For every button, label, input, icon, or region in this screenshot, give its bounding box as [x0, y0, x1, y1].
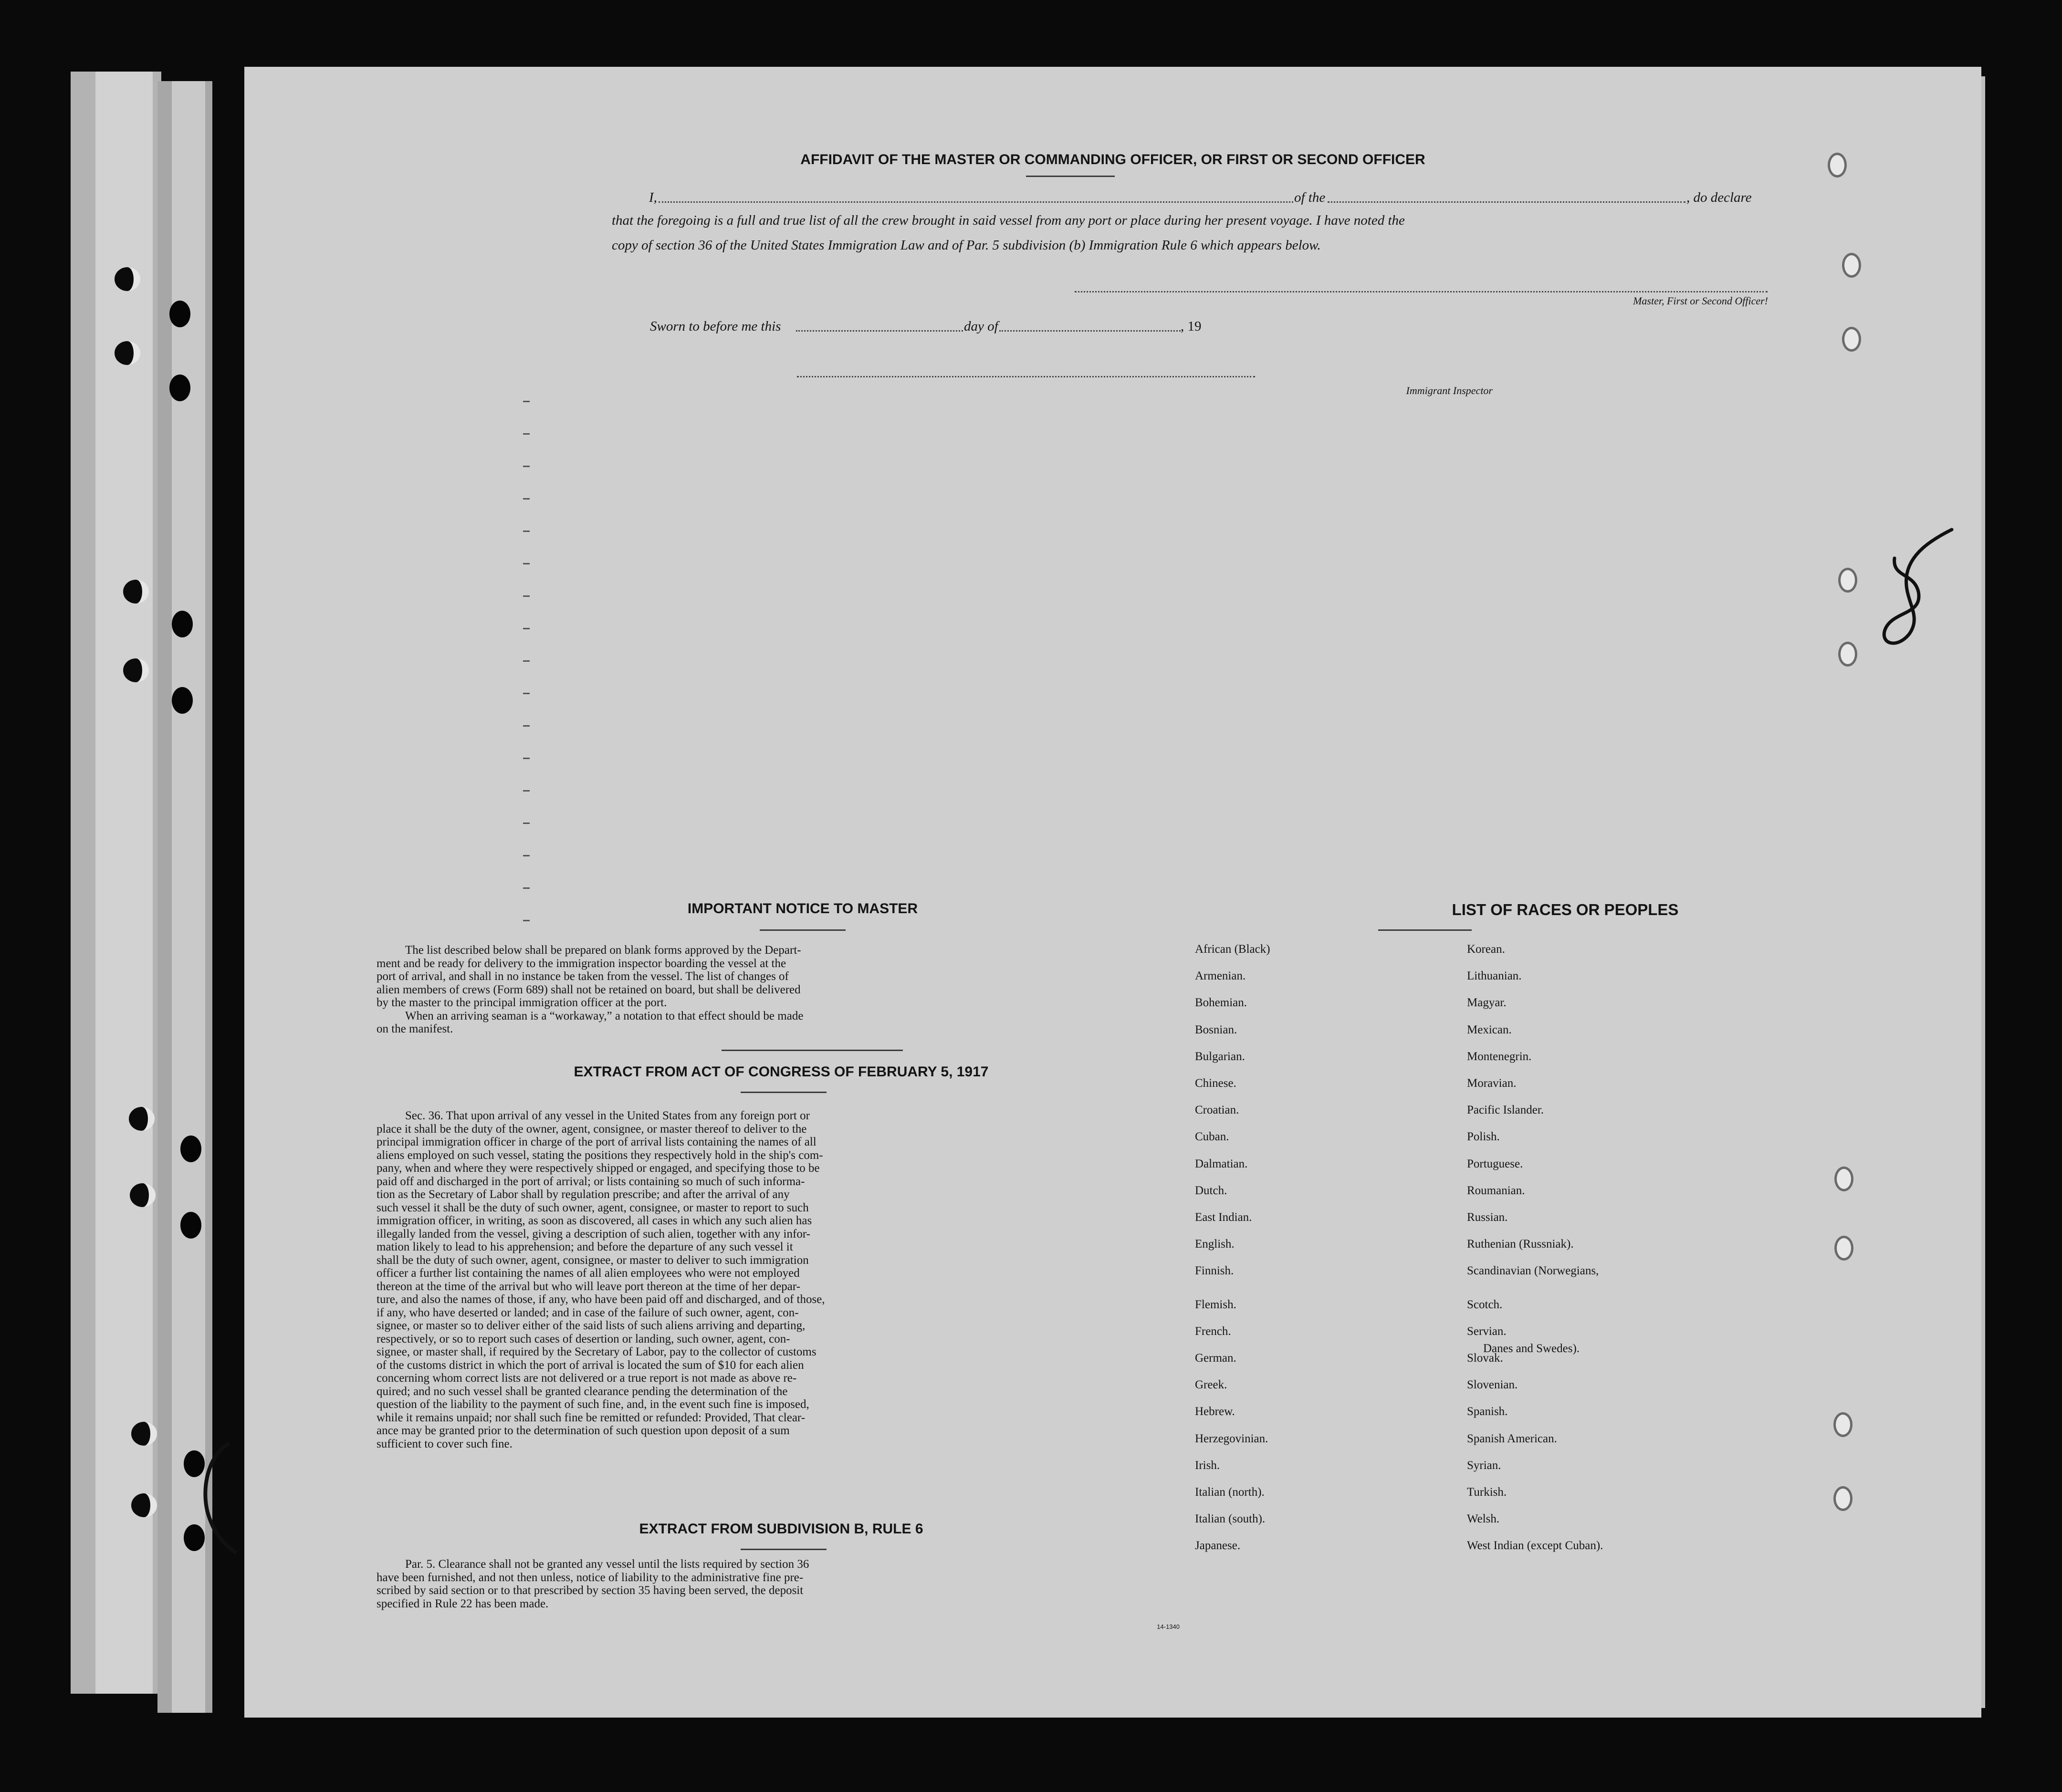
- section-divider: [722, 1050, 903, 1051]
- ring-hole: [1828, 153, 1847, 177]
- race-item: Croatian.: [1195, 1104, 1239, 1117]
- affidavit-of-the-label: of the: [1294, 190, 1326, 205]
- race-item: Finnish.: [1195, 1264, 1234, 1278]
- act-line: illegally landed from the vessel, giving a description of such alien, together with any infor-: [377, 1227, 810, 1240]
- act-line: mation likely to lead to his apprehension; and before the departure of any such vessel it: [377, 1240, 793, 1253]
- race-item: Armenian.: [1195, 969, 1246, 983]
- affidavit-line2: that the foregoing is a full and true list of all the crew brought in said vessel from any port or place during her present voyage. I have noted the: [612, 213, 1405, 228]
- race-item: Slovak.: [1467, 1352, 1503, 1365]
- act-line: tion as the Secretary of Labor shall by regulation prescribe; and after the arrival of any: [377, 1188, 790, 1201]
- act-line: while it remains unpaid; nor shall such fine be remitted or refunded: Provided, That clear-: [377, 1411, 806, 1424]
- notice-line: port of arrival, and shall in no instance be taken from the vessel. The list of changes of: [377, 970, 789, 983]
- officer-caption: Master, First or Second Officer!: [1633, 295, 1768, 307]
- race-item: Chinese.: [1195, 1077, 1236, 1090]
- race-item: Turkish.: [1467, 1486, 1507, 1499]
- extract-rule-underline: [741, 1549, 827, 1550]
- races-underline: [1378, 929, 1472, 931]
- race-item: Spanish American.: [1467, 1432, 1557, 1445]
- affidavit-i-label: I,: [649, 190, 657, 205]
- race-item: German.: [1195, 1352, 1236, 1365]
- ring-hole: [1833, 1412, 1853, 1437]
- race-item: Danes and Swedes).: [1483, 1342, 1580, 1355]
- race-item: Korean.: [1467, 943, 1505, 956]
- act-line: quired; and no such vessel shall be granted clearance pending the determination of the: [377, 1385, 788, 1398]
- act-line: principal immigration officer in charge of the port of arrival lists containing the names of all: [377, 1136, 816, 1148]
- act-line: ance may be granted prior to the determination of such question upon deposit of a sum: [377, 1424, 790, 1437]
- act-line: sufficient to cover such fine.: [377, 1437, 513, 1450]
- act-line: shall be the duty of such owner, agent, consignee, or master to deliver to such immigration: [377, 1253, 809, 1267]
- race-item: Greek.: [1195, 1378, 1227, 1392]
- act-line: aliens employed on such vessel, stating the positions they respectively hold in the ship's com-: [377, 1148, 823, 1162]
- bleed-mark: [523, 628, 530, 629]
- act-line: place it shall be the duty of the owner, agent, consignee, or master thereof to deliver to the: [377, 1122, 807, 1136]
- bleed-mark: [523, 693, 530, 694]
- race-item: Lithuanian.: [1467, 969, 1522, 983]
- ring-hole: [1842, 327, 1861, 352]
- bleed-mark: [523, 466, 530, 467]
- ring-hole: [1842, 253, 1861, 278]
- bleed-mark: [523, 563, 530, 564]
- punch-hole: [180, 1136, 201, 1162]
- punch-hole: [131, 1422, 157, 1446]
- race-item: Hebrew.: [1195, 1405, 1235, 1418]
- extract-rule-title: EXTRACT FROM SUBDIVISION B, RULE 6: [639, 1521, 923, 1537]
- punch-hole: [172, 611, 193, 637]
- race-item: Portuguese.: [1467, 1157, 1523, 1170]
- race-item: Magyar.: [1467, 996, 1507, 1010]
- act-line: ture, and also the names of those, if any, who have been paid off and discharged, and of those,: [377, 1293, 825, 1306]
- race-item: Moravian.: [1467, 1077, 1517, 1090]
- race-item: Scotch.: [1467, 1298, 1503, 1311]
- race-item: Spanish.: [1467, 1405, 1508, 1418]
- bleed-mark: [523, 790, 530, 792]
- sworn-prefix: Sworn to before me this: [650, 319, 781, 334]
- notice-line: ment and be ready for delivery to the immigration inspector boarding the vessel at the: [377, 957, 786, 970]
- notice-line: The list described below shall be prepared on blank forms approved by the Depart-: [405, 944, 801, 957]
- punch-hole: [115, 267, 140, 291]
- bleed-mark: [523, 823, 530, 824]
- notice-line: on the manifest.: [377, 1022, 453, 1035]
- binder-strip: [95, 72, 153, 1694]
- bracket-mark: [191, 1438, 243, 1558]
- rule-line: have been furnished, and not then unless, notice of liability to the administrative fine pre-: [377, 1571, 804, 1584]
- bleed-mark: [523, 887, 530, 889]
- race-item: Italian (north).: [1195, 1486, 1265, 1499]
- notice-underline: [760, 929, 846, 931]
- title-underline: [1026, 176, 1115, 177]
- act-line: Sec. 36. That upon arrival of any vessel in the United States from any foreign port or: [405, 1109, 810, 1122]
- officer-signature-blank[interactable]: [1075, 291, 1768, 292]
- act-line: immigration officer, in writing, as soon as discovered, all cases in which any such alien has: [377, 1214, 812, 1227]
- form-number: 14-1340: [1157, 1623, 1180, 1630]
- race-item: Polish.: [1467, 1130, 1500, 1144]
- bleed-mark: [523, 531, 530, 532]
- race-item: English.: [1195, 1238, 1235, 1251]
- notice-line: When an arriving seaman is a “workaway,” a notation to that effect should be made: [405, 1009, 804, 1022]
- day-blank[interactable]: [796, 330, 963, 332]
- race-item: Bosnian.: [1195, 1023, 1237, 1036]
- affidavit-do-declare: , do declare: [1686, 190, 1752, 205]
- punch-hole: [172, 687, 193, 714]
- document-page: [244, 67, 1981, 1718]
- races-title: LIST OF RACES OR PEOPLES: [1452, 901, 1679, 918]
- punch-hole: [180, 1212, 201, 1239]
- punch-hole: [130, 1183, 156, 1207]
- race-item: Irish.: [1195, 1459, 1220, 1472]
- notice-body: [377, 944, 1183, 1036]
- race-item: African (Black): [1195, 943, 1270, 956]
- race-item: Bohemian.: [1195, 996, 1247, 1010]
- bleed-mark: [523, 498, 530, 500]
- punch-hole: [115, 341, 140, 365]
- act-line: of the customs district in which the port of arrival is located the sum of $10 for each alien: [377, 1358, 804, 1372]
- race-item: Dalmatian.: [1195, 1157, 1248, 1170]
- extract-rule-body: [377, 1558, 1183, 1610]
- race-item: French.: [1195, 1324, 1231, 1338]
- race-item: Bulgarian.: [1195, 1050, 1245, 1063]
- act-line: signee, or master shall, if required by the Secretary of Labor, pay to the collector of customs: [377, 1345, 816, 1358]
- race-item: Scandinavian (Norwegians,: [1467, 1264, 1599, 1278]
- act-line: pany, when and where they were respectively shipped or engaged, and specifying those to be: [377, 1162, 820, 1175]
- ring-hole: [1838, 642, 1857, 667]
- act-line: such vessel it shall be the duty of such owner, agent, consignee, or master to report to such: [377, 1201, 809, 1214]
- ring-hole: [1833, 1486, 1853, 1511]
- month-blank[interactable]: [999, 330, 1181, 332]
- act-line: concerning whom correct lists are not delivered or a true report is not made as above re-: [377, 1372, 797, 1385]
- punch-hole: [123, 658, 149, 682]
- rule-line: Par. 5. Clearance shall not be granted any vessel until the lists required by section 36: [405, 1558, 809, 1571]
- punch-hole: [131, 1493, 157, 1517]
- act-line: if any, who have deserted or landed; and in case of the failure of such owner, agent, con-: [377, 1306, 799, 1319]
- bleed-mark: [523, 433, 530, 435]
- race-item: Russian.: [1467, 1211, 1508, 1224]
- notice-line: by the master to the principal immigration officer at the port.: [377, 996, 667, 1009]
- affidavit-line3: copy of section 36 of the United States Immigration Law and of Par. 5 subdivision (b) Immigration Rule 6 which appears below.: [612, 238, 1321, 253]
- race-item: Syrian.: [1467, 1459, 1501, 1472]
- bleed-mark: [523, 660, 530, 662]
- name-blank[interactable]: [659, 201, 1293, 203]
- notice-line: alien members of crews (Form 689) shall not be retained on board, but shall be delivered: [377, 983, 801, 996]
- race-item: Cuban.: [1195, 1130, 1229, 1144]
- handwritten-mark-label: [1904, 544, 1906, 549]
- bleed-mark: [523, 725, 530, 727]
- race-item: Welsh.: [1467, 1512, 1500, 1526]
- handwritten-mark: [1880, 520, 1966, 658]
- act-line: signee, or master so to deliver either of the said lists of such aliens arriving and departing,: [377, 1319, 806, 1332]
- ring-hole: [1838, 568, 1857, 593]
- ring-hole: [1834, 1236, 1853, 1261]
- bleed-mark: [523, 758, 530, 759]
- act-line: paid off and discharged in the port of arrival; or lists containing so much of such informa-: [377, 1175, 805, 1188]
- inspector-signature-blank[interactable]: [797, 376, 1255, 377]
- bleed-mark: [523, 401, 530, 402]
- handwritten-8-stroke: [1884, 530, 1952, 643]
- rule-line: scribed by said section or to that prescribed by section 35 having been served, the deposit: [377, 1584, 804, 1597]
- race-item: Flemish.: [1195, 1298, 1236, 1311]
- bleed-mark: [523, 920, 530, 921]
- race-item: Roumanian.: [1467, 1184, 1525, 1197]
- race-item: East Indian.: [1195, 1211, 1252, 1224]
- race-item: Mexican.: [1467, 1023, 1512, 1036]
- punch-hole: [123, 580, 149, 604]
- punch-hole: [169, 375, 190, 401]
- punch-hole: [169, 301, 190, 327]
- ring-hole: [1834, 1167, 1853, 1191]
- punch-hole: [129, 1107, 155, 1131]
- day-of-label: day of: [964, 319, 998, 334]
- rule-line: specified in Rule 22 has been made.: [377, 1597, 549, 1610]
- bleed-mark: [523, 855, 530, 856]
- act-line: respectively, or so to report such cases of desertion or landing, such owner, agent, con-: [377, 1332, 790, 1345]
- act-line: thereon at the time of the arrival but who will leave port thereon at the time of her depar-: [377, 1280, 801, 1293]
- act-line: question of the liability to the payment of such fine, and, in the event such fine is imposed,: [377, 1398, 809, 1411]
- year-prefix: , 19: [1181, 319, 1202, 334]
- race-item: Slovenian.: [1467, 1378, 1518, 1392]
- inspector-caption: Immigrant Inspector: [1406, 385, 1493, 396]
- extract-act-underline: [741, 1092, 827, 1093]
- race-item: Pacific Islander.: [1467, 1104, 1544, 1117]
- bleed-mark: [523, 595, 530, 597]
- affidavit-title: AFFIDAVIT OF THE MASTER OR COMMANDING OFFICER, OR FIRST OR SECOND OFFICER: [800, 152, 1425, 167]
- race-item: Dutch.: [1195, 1184, 1227, 1197]
- notice-title: IMPORTANT NOTICE TO MASTER: [687, 901, 918, 917]
- race-item: Italian (south).: [1195, 1512, 1266, 1526]
- race-item: Ruthenian (Russniak).: [1467, 1238, 1574, 1251]
- race-item: Japanese.: [1195, 1539, 1241, 1552]
- race-item: Montenegrin.: [1467, 1050, 1532, 1063]
- race-item: Herzegovinian.: [1195, 1432, 1268, 1445]
- vessel-blank[interactable]: [1328, 201, 1685, 203]
- race-item: Servian.: [1467, 1324, 1507, 1338]
- race-item: West Indian (except Cuban).: [1467, 1539, 1603, 1552]
- act-line: officer a further list containing the names of all alien employees who were not employed: [377, 1267, 800, 1280]
- extract-act-title: EXTRACT FROM ACT OF CONGRESS OF FEBRUARY 5, 1917: [574, 1064, 989, 1080]
- extract-act-body: [377, 1109, 1183, 1450]
